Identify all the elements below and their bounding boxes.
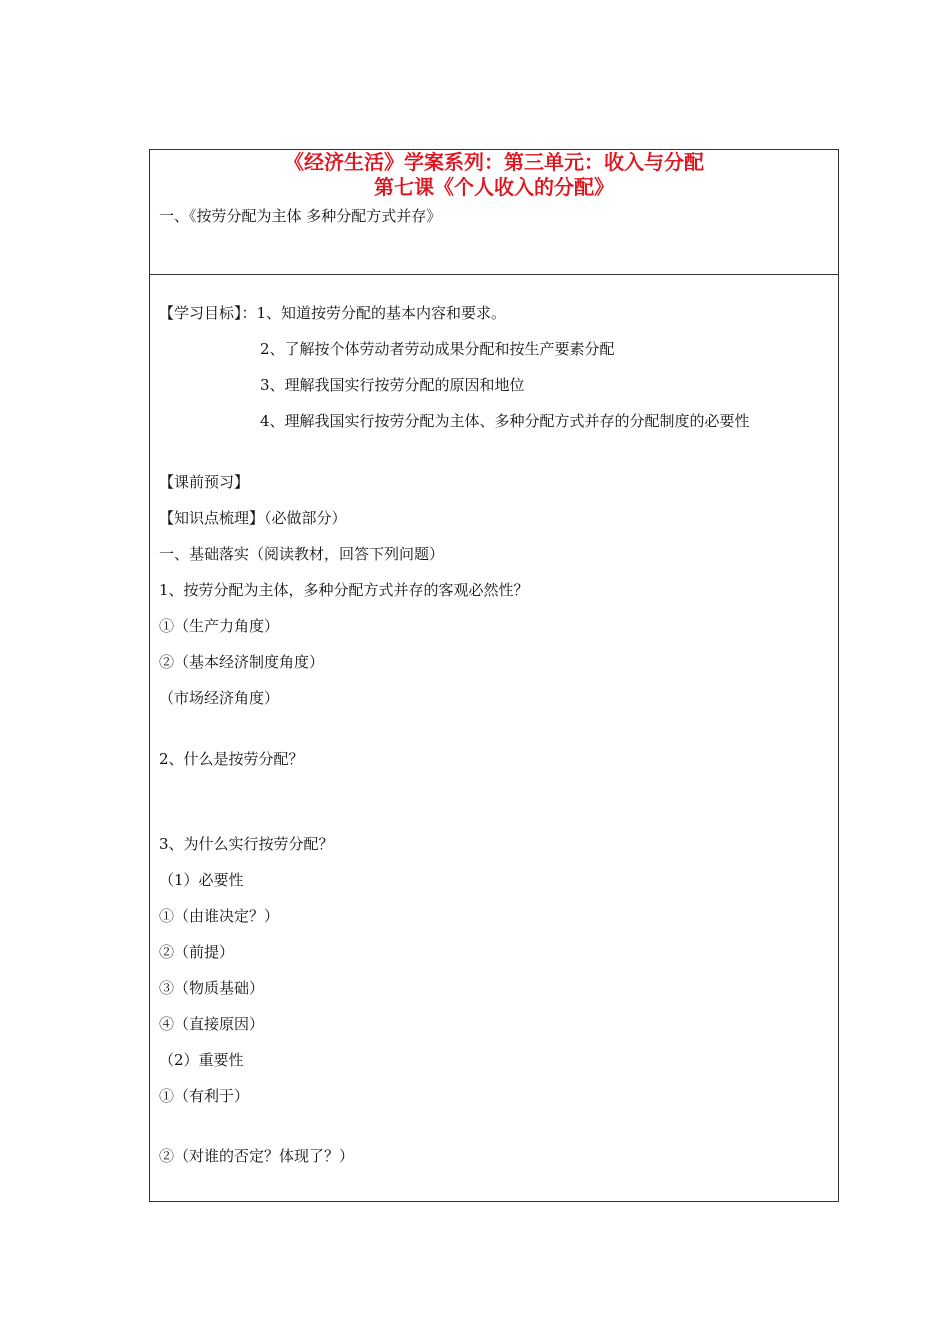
question-3-2: （2）重要性 — [159, 1051, 244, 1069]
knowledge-heading: 【知识点梳理】（必做部分） — [159, 509, 347, 527]
question-1: 1、按劳分配为主体，多种分配方式并存的客观必然性？ — [159, 581, 529, 599]
basics-heading: 一、基础落实（阅读教材，回答下列问题） — [159, 545, 445, 563]
question-1-b: ②（基本经济制度角度） — [159, 653, 325, 671]
section-heading: 一、《按劳分配为主体 多种分配方式并存》 — [159, 207, 442, 225]
question-3-1-c: ③（物质基础） — [159, 979, 265, 997]
question-1-c: （市场经济角度） — [159, 689, 280, 707]
question-3-1-a: ①（由谁决定？） — [159, 907, 280, 925]
question-3-2-b: ②（对谁的否定？体现了？） — [159, 1147, 355, 1165]
question-3-1: （1）必要性 — [159, 871, 244, 889]
lesson-title: 第七课《个人收入的分配》 — [374, 175, 614, 199]
preview-heading: 【课前预习】 — [159, 473, 250, 491]
header-cell — [150, 150, 838, 275]
objective-item-2: 2、了解按个体劳动者劳动成果分配和按生产要素分配 — [260, 340, 615, 358]
question-3-1-b: ②（前提） — [159, 943, 235, 961]
worksheet-table — [149, 149, 839, 1202]
question-1-a: ①（生产力角度） — [159, 617, 280, 635]
question-3-2-a: ①（有利于） — [159, 1087, 250, 1105]
page-title: 《经济生活》学案系列：第三单元：收入与分配 — [284, 150, 704, 174]
question-3: 3、为什么实行按劳分配？ — [159, 835, 334, 853]
question-2: 2、什么是按劳分配？ — [159, 750, 304, 768]
objectives-label: 【学习目标】：1、知道按劳分配的基本内容和要求。 — [159, 304, 507, 322]
objective-item-4: 4、理解我国实行按劳分配为主体、多种分配方式并存的分配制度的必要性 — [260, 412, 750, 430]
objective-item-3: 3、理解我国实行按劳分配的原因和地位 — [260, 376, 525, 394]
question-3-1-d: ④（直接原因） — [159, 1015, 265, 1033]
